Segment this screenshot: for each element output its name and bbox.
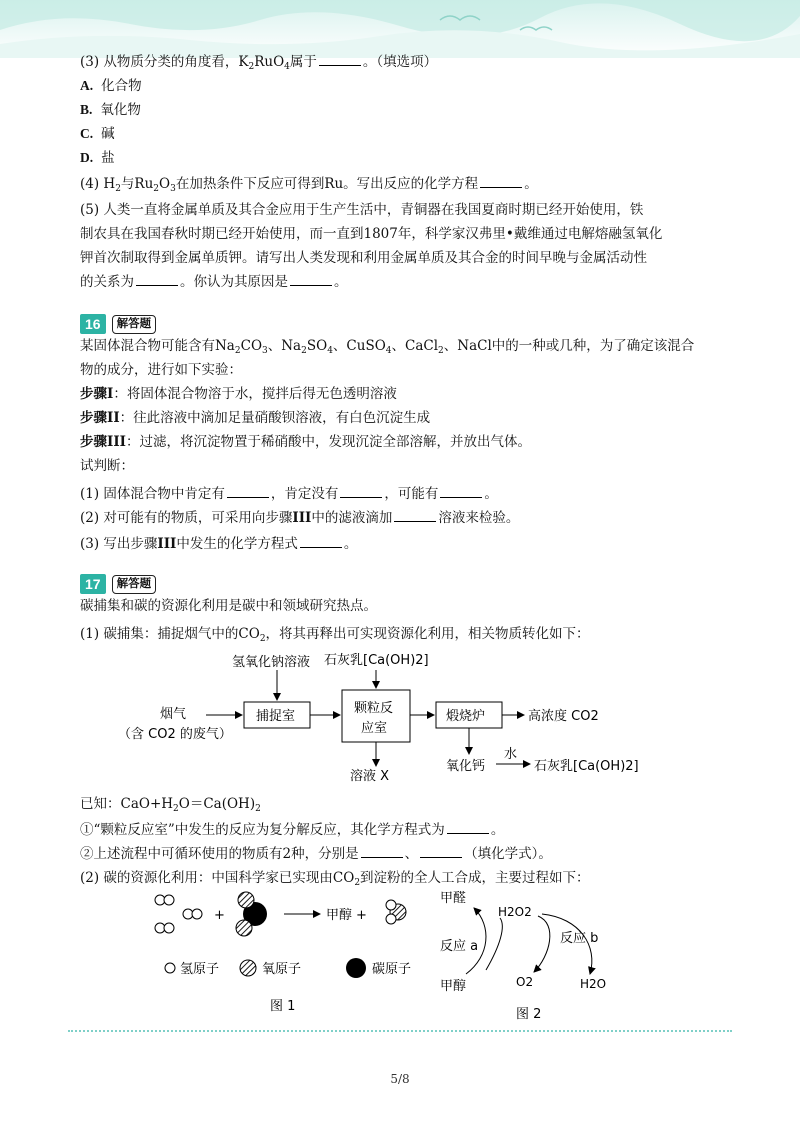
q17-sub1: (1) 碳捕集：捕捉烟气中的$CO_2$，将其再释出可实现资源化利用，相关物质转化如下： <box>80 626 590 644</box>
q16-sub3: (3) 写出步骤III中发生的化学方程式 。 <box>80 536 358 552</box>
answer-blank[interactable] <box>394 509 436 522</box>
high-co2-label: 高浓度 CO2 <box>528 709 599 724</box>
answer-blank[interactable] <box>447 821 489 834</box>
header-wave-decoration <box>0 0 800 58</box>
hydrogen-peroxide-label: H2O2 <box>498 905 532 919</box>
oxygen-atom-icon <box>240 960 256 976</box>
lime-milk-bottom-label: 石灰乳[Ca(OH)2] <box>534 759 639 774</box>
question-type: 解答题 <box>112 575 157 594</box>
q16-judge: 试判断： <box>80 458 134 474</box>
capture-room-label: 捕捉室 <box>256 709 296 724</box>
option-b: B. 氧化物 <box>80 102 141 118</box>
hydrogen-atom-icon <box>165 963 175 973</box>
arrow-h2o2-path <box>486 918 502 970</box>
hydrogen-molecule-icon <box>155 895 202 933</box>
reaction-a-label: 反应 a <box>440 939 479 954</box>
oxygen-label: O2 <box>516 975 534 989</box>
q15-part5-line4: 的关系为 。你认为其原因是 。 <box>80 274 348 290</box>
page-divider <box>68 1030 732 1032</box>
formaldehyde-label: 甲醛 <box>440 891 467 906</box>
flue-gas-label: 烟气 <box>160 707 187 722</box>
plus-sign: + <box>214 908 225 923</box>
option-d: D. 盐 <box>80 150 115 166</box>
q17-intro: 碳捕集和碳的资源化利用是碳中和领域研究热点。 <box>80 598 377 614</box>
carbon-dioxide-molecule-icon <box>236 892 267 936</box>
legend-hydrogen: 氢原子 <box>180 962 220 977</box>
q16-intro-line1: 某固体混合物可能含有$Na_2CO_3$、$Na_2SO_4$、CuSO$_4$、CaCl$_2$、NaCl中的一种或几种，为了确定该混合 <box>80 338 695 356</box>
q16-step1: 步骤I：将固体混合物溶于水，搅拌后得无色透明溶液 <box>80 386 397 402</box>
figure-1-caption: 图 1 <box>270 999 296 1014</box>
flue-gas-desc-label: （含 CO2 的废气） <box>118 727 232 742</box>
reactor-label-2: 应室 <box>361 721 388 736</box>
arrow-h2o2-to-o2 <box>534 916 550 972</box>
answer-blank[interactable] <box>340 485 382 498</box>
solution-x-label: 溶液 X <box>350 769 390 784</box>
question-number: 17 <box>80 574 106 594</box>
water-label: 水 <box>504 747 518 762</box>
water-molecule-icon <box>386 900 406 924</box>
q15-part4: (4) $H_2$与$Ru_2O_3$在加热条件下反应可得到Ru。写出反应的化学方程 。 <box>80 176 538 194</box>
calcium-oxide-label: 氧化钙 <box>446 759 486 774</box>
q17-badge <box>80 574 156 594</box>
option-c: C. 碱 <box>80 126 115 142</box>
question-number: 16 <box>80 314 106 334</box>
plus-sign: + <box>356 908 367 923</box>
q17-sub2: (2) 碳的资源化利用：中国科学家已实现由$CO_2$到淀粉的全人工合成，主要过程如下： <box>80 870 590 888</box>
water-label: H2O <box>580 977 607 991</box>
figure-2-reaction-cycle <box>430 886 630 1022</box>
q15-part5-line1: (5) 人类一直将金属单质及其合金应用于生产生活中，青铜器在我国夏商时期已经开始使用，铁 <box>80 202 644 218</box>
q17-known: 已知：$CaO+H_2O=Ca(OH)_2$ <box>80 796 261 814</box>
q16-sub2: (2) 对可能有的物质，可采用向步骤III中的滤液滴加 溶液来检验。 <box>80 510 520 526</box>
lime-milk-top-label: 石灰乳[Ca(OH)2] <box>324 653 429 668</box>
carbon-atom-icon <box>346 958 366 978</box>
calciner-label: 煅烧炉 <box>446 709 486 724</box>
answer-blank[interactable] <box>361 845 403 858</box>
q16-step3: 步骤III：过滤，将沉淀物置于稀硝酸中，发现沉淀全部溶解，并放出气体。 <box>80 434 531 450</box>
answer-blank[interactable] <box>300 535 342 548</box>
answer-blank[interactable] <box>480 175 522 188</box>
answer-blank[interactable] <box>290 273 332 286</box>
methanol-label: 甲醇 <box>440 979 467 994</box>
option-a: A. 化合物 <box>80 78 142 94</box>
reactor-label-1: 颗粒反 <box>354 701 394 716</box>
q15-part5-line3: 钾首次制取得到金属单质钾。请写出人类发现和利用金属单质及其合金的时间早晚与金属活动性 <box>80 250 647 266</box>
methanol-label: 甲醇 <box>326 908 353 923</box>
answer-blank[interactable] <box>440 485 482 498</box>
q15-part5-line2: 制农具在我国春秋时期已经开始使用，而一直到1807年，科学家汉弗里•戴维通过电解熔融氢氧化 <box>80 226 663 242</box>
q16-badge <box>80 314 156 334</box>
legend-carbon: 碳原子 <box>372 962 412 977</box>
figure-2-caption: 图 2 <box>516 1007 542 1022</box>
answer-blank[interactable] <box>420 845 462 858</box>
legend-oxygen: 氧原子 <box>262 962 302 977</box>
answer-blank[interactable] <box>227 485 269 498</box>
q17-question-b: ②上述流程中可循环使用的物质有2种，分别是 、 （填化学式）。 <box>80 846 552 862</box>
answer-blank[interactable] <box>319 53 361 66</box>
q15-part3: (3) 从物质分类的角度看，$K_2RuO_4$属于 。（填选项） <box>80 54 438 72</box>
q16-intro-line2: 物的成分，进行如下实验： <box>80 362 242 378</box>
question-type: 解答题 <box>112 315 157 334</box>
q17-question-a: ①“颗粒反应室”中发生的反应为复分解反应，其化学方程式为 。 <box>80 822 505 838</box>
naoh-solution-label: 氢氧化钠溶液 <box>232 655 311 670</box>
page-number: 5/8 <box>390 1072 410 1086</box>
q16-sub1: (1) 固体混合物中肯定有 ，肯定没有 ，可能有 。 <box>80 486 498 502</box>
header-banner <box>0 0 800 58</box>
carbon-capture-flow-diagram <box>110 646 670 786</box>
answer-blank[interactable] <box>136 273 178 286</box>
figure-1-molecule-model <box>148 886 438 1016</box>
q16-step2: 步骤II：往此溶液中滴加足量硝酸钡溶液，有白色沉淀生成 <box>80 410 431 426</box>
reaction-b-label: 反应 b <box>560 931 599 946</box>
